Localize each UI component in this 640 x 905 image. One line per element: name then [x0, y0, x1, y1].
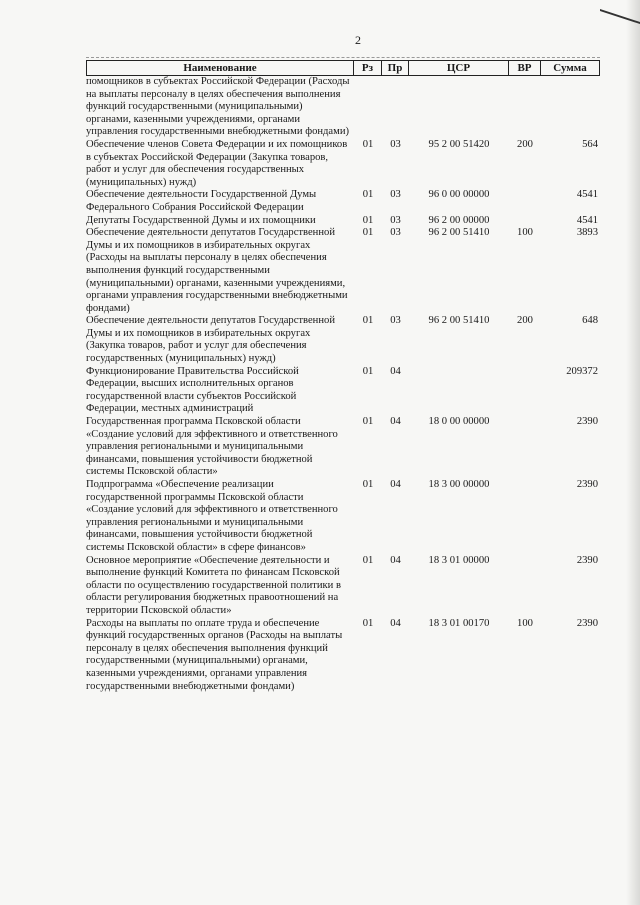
cell-pr: 03 [390, 227, 401, 239]
table-row [86, 227, 600, 315]
cell-csr [409, 76, 509, 139]
table-row [86, 189, 600, 214]
table-row [86, 315, 600, 365]
cell-csr: 18 3 00 00000 [428, 479, 490, 490]
cell-csr: 96 0 00 00000 [428, 189, 490, 201]
table-row [86, 416, 600, 479]
cell-name: Подпрограмма «Обеспечение реализации государственной программы Псковской области «Создание условий для эффективного и ответственного управления региональными и муниципальными финансами, повышения устойчивости бюджетной системы Псковской области» в сфере финансов» [86, 479, 338, 553]
table-row [86, 479, 600, 555]
cell-rz: 01 [362, 365, 374, 377]
cell-sum: 4541 [576, 214, 598, 226]
cell-vr [509, 189, 541, 214]
column-header-name: Наименование [86, 61, 354, 75]
cell-csr: 96 2 00 51410 [428, 315, 490, 327]
column-header-vr: ВР [509, 61, 541, 75]
cell-rz: 01 [362, 214, 374, 226]
table-row [86, 366, 600, 416]
cell-pr: 03 [390, 138, 401, 150]
cell-name: Функционирование Правительства Российской Федерации, высших исполнительных органов государственной власти субъектов Российской Федерации, местных администраций [86, 365, 299, 415]
cell-pr: 04 [390, 365, 401, 377]
cell-name: Государственная программа Псковской области «Создание условий для эффективного и ответственного управления региональными и муниципальными финансами, повышения устойчивости бюджетной системы Псковской области» [86, 416, 338, 478]
header-rule [86, 57, 600, 58]
cell-pr: 04 [390, 554, 401, 566]
cell-sum: 3893 [576, 227, 598, 239]
folded-corner [600, 0, 640, 24]
cell-pr: 04 [390, 479, 401, 490]
cell-sum: 648 [582, 315, 598, 327]
table-header [86, 60, 600, 76]
cell-pr: 04 [390, 416, 401, 428]
cell-pr: 04 [390, 617, 401, 629]
column-header-rz: Рз [354, 61, 382, 75]
cell-sum: 2390 [576, 554, 598, 566]
cell-name: Обеспечение членов Совета Федерации и их помощников в субъектах Российской Федерации (Закупка товаров, работ и услуг для обеспечения государственных (муниципальных) нужд) [86, 138, 348, 188]
cell-vr [509, 416, 541, 479]
table-row [86, 76, 600, 139]
page-edge-shadow [626, 0, 640, 905]
cell-sum: 2390 [576, 617, 598, 629]
table-row [86, 139, 600, 189]
cell-vr: 200 [517, 315, 533, 327]
cell-csr [409, 366, 509, 416]
cell-name: Обеспечение деятельности Государственной Думы Федерального Собрания Российской Федерации [86, 189, 317, 213]
cell-name: Обеспечение деятельности депутатов Государственной Думы и их помощников в избирательных округах (Расходы на выплаты персоналу в целях обеспечения выполнения функций государственными (муниципальными) органами, казенными учреждениями, органами управления государственными внебюджетными фондами) [86, 227, 348, 314]
cell-rz: 01 [362, 227, 374, 239]
cell-rz: 01 [362, 617, 374, 629]
column-header-pr: Пр [382, 61, 409, 75]
cell-sum: 209372 [566, 365, 598, 377]
cell-sum: 2390 [576, 479, 598, 490]
cell-vr: 100 [517, 227, 533, 239]
cell-name: Основное мероприятие «Обеспечение деятельности и выполнение функций Комитета по финансам Псковской области по осуществлению государственной политики в области регулирования бюджетных правоотношений на территории Псковской области» [86, 554, 341, 616]
cell-sum [541, 76, 600, 139]
cell-name: Расходы на выплаты по оплате труда и обеспечение функций государственных органов (Расходы на выплаты персоналу в целях обеспечения выполнения функций государственными (муниципальными) органами, казенными учреждениями, органами управления государственными внебюджетными фондами) [86, 617, 343, 692]
cell-vr [509, 555, 541, 618]
cell-vr [509, 366, 541, 416]
table-row [86, 555, 600, 618]
cell-rz: 01 [362, 189, 374, 201]
cell-sum: 2390 [576, 416, 598, 428]
cell-csr: 18 0 00 00000 [428, 416, 490, 428]
cell-sum: 4541 [576, 189, 598, 201]
cell-rz: 01 [362, 315, 374, 327]
cell-sum: 564 [582, 138, 598, 150]
cell-pr: 03 [390, 315, 401, 327]
column-header-sum: Сумма [541, 61, 600, 75]
table-body [86, 76, 600, 693]
column-header-csr: ЦСР [409, 61, 509, 75]
cell-csr: 18 3 01 00000 [428, 554, 490, 566]
cell-rz [354, 76, 382, 139]
table-row [86, 618, 600, 694]
cell-csr: 96 2 00 00000 [428, 214, 490, 226]
cell-csr: 18 3 01 00170 [428, 617, 490, 629]
cell-csr: 96 2 00 51410 [428, 227, 490, 239]
cell-vr [509, 76, 541, 139]
page-number: 2 [355, 33, 361, 47]
cell-name: помощников в субъектах Российской Федерации (Расходы на выплаты персоналу в целях обеспечения выполнения функций государственными (муниципальными) органами, казенными учреждениями, органами управления государственными внебюджетными фондами) [86, 76, 350, 138]
cell-rz: 01 [362, 416, 374, 428]
cell-csr: 95 2 00 51420 [428, 138, 490, 150]
cell-pr: 03 [390, 189, 401, 201]
cell-vr: 100 [517, 617, 533, 629]
cell-pr: 03 [390, 214, 401, 226]
cell-vr [509, 215, 541, 228]
cell-rz: 01 [362, 138, 374, 150]
cell-rz: 01 [362, 554, 374, 566]
cell-rz: 01 [362, 479, 374, 490]
cell-vr [509, 479, 541, 555]
cell-vr: 200 [517, 138, 533, 150]
cell-pr [382, 76, 409, 139]
cell-name: Депутаты Государственной Думы и их помощники [86, 214, 316, 226]
cell-name: Обеспечение деятельности депутатов Государственной Думы и их помощников в избирательных округах (Закупка товаров, работ и услуг для обеспечения государственных (муниципальных) нужд) [86, 315, 335, 365]
table-row [86, 215, 600, 228]
